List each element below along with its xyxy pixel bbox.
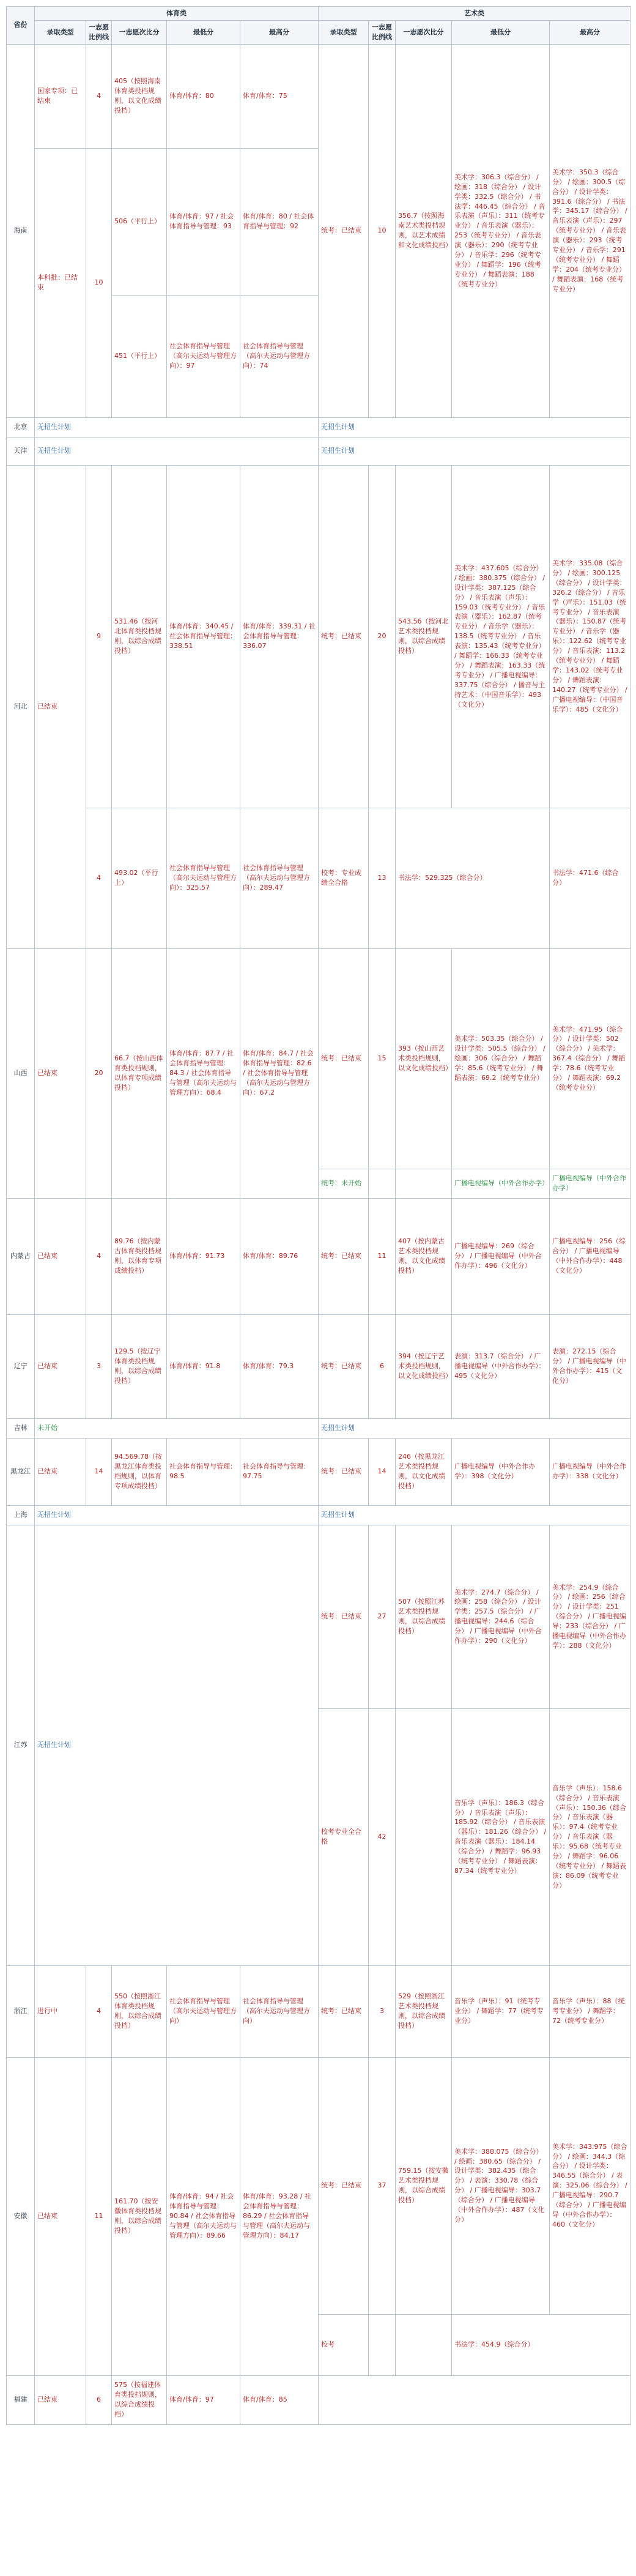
art-max-cell: 书法学：454.9（综合分） bbox=[452, 2314, 630, 2375]
sports-score-cell: 506（平行上） bbox=[112, 148, 167, 295]
art-ratio-cell bbox=[369, 2314, 396, 2375]
sports-score-cell: 493.02（平行上） bbox=[112, 808, 167, 948]
header-art-max: 最高分 bbox=[550, 20, 630, 44]
sports-type-cell: 无招生计划 bbox=[35, 437, 319, 465]
sports-score-cell: 89.76（按内蒙古体育类投档规则，以体育专项成绩投档） bbox=[112, 1198, 167, 1314]
art-type-cell: 统考：已结束 bbox=[319, 1198, 369, 1314]
art-type-cell: 校考：专业成绩全合格 bbox=[319, 808, 369, 948]
art-type-cell: 无招生计划 bbox=[319, 1418, 630, 1438]
table-row bbox=[7, 1314, 630, 1418]
art-min-cell: 音乐学（声乐）：186.3（综合分） / 音乐表演（声乐）：185.92（综合分） / 音乐表演（器乐）：181.26（综合分） / 音乐表演（器乐）：184.14（综合分） / 舞蹈学：96.93（统考专业分） / 舞蹈表演：87.34（统考专业分） bbox=[452, 1708, 550, 1965]
art-score-cell: 407（按内蒙古艺术类投档规则，以文化成绩投档） bbox=[396, 1198, 452, 1314]
art-type-cell: 无招生计划 bbox=[319, 417, 630, 437]
sports-type-cell: 已结束 bbox=[35, 2375, 86, 2424]
sports-ratio-cell: 4 bbox=[86, 1965, 112, 2057]
sports-max-cell: 体育/体育：85 bbox=[240, 2375, 319, 2424]
table-row bbox=[7, 1525, 630, 1708]
sports-type-cell: 已结束 bbox=[35, 465, 86, 948]
sports-score-cell: 550（按照浙江体育类投档规则，以综合成绩投档） bbox=[112, 1965, 167, 2057]
sports-max-cell: 体育/体育：93.28 / 社会体育指导与管理：86.29 / 社会体育指导与管理（高尔夫运动与管理方向）：84.17 bbox=[240, 2057, 319, 2375]
art-max-cell: 美术学：254.9（综合分） / 绘画：256（综合分） / 设计学类：251（综合分） / 广播电视编导：233（综合分） / 广播电视编导（中外合作办学）：288（文化分） bbox=[550, 1525, 630, 1708]
art-type-cell: 统考：已结束 bbox=[319, 44, 369, 417]
art-max-cell: 书法学：471.6（综合分） bbox=[550, 808, 630, 948]
art-max-cell: 美术学：343.975（综合分） / 绘画：344.3（综合分） / 设计学类：346.55（综合分） / 表演：325.06（综合分） / 广播电视编导：290.7（综合分） / 广播电视编导（中外合作办学）：460（文化分） bbox=[550, 2057, 630, 2314]
sports-ratio-cell: 11 bbox=[86, 2057, 112, 2375]
header-art-group: 艺术类 bbox=[319, 7, 630, 21]
header-sports-score: 一志愿次比分 bbox=[112, 20, 167, 44]
art-max-cell: 广播电视编导：256（综合分） / 广播电视编导（中外合作办学）：448（文化分） bbox=[550, 1198, 630, 1314]
sports-max-cell: 体育/体育：80 / 社会体育指导与管理：92 bbox=[240, 148, 319, 295]
sports-min-cell: 社会体育指导与管理（高尔夫运动与管理方向）：325.57 bbox=[167, 808, 240, 948]
art-type-cell: 统考：已结束 bbox=[319, 1525, 369, 1708]
sports-min-cell: 社会体育指导与管理（高尔夫运动与管理方向）：97 bbox=[167, 295, 240, 417]
art-score-cell: 356.7（按照海南艺术类投档规则，以艺术成绩和文化成绩投档） bbox=[396, 44, 452, 417]
sports-ratio-cell: 4 bbox=[86, 44, 112, 148]
province-cell: 海南 bbox=[7, 44, 35, 417]
art-min-cell: 美术学：388.075（综合分） / 绘画：380.65（综合分） / 设计学类：382.435（综合分） / 表演：330.78（综合分） / 广播电视编导：303.7（综合分） / 广播电视编导（中外合作办学）：487（文化分） bbox=[452, 2057, 550, 2314]
header-sports-type: 录取类型 bbox=[35, 20, 86, 44]
table-row bbox=[7, 1438, 630, 1505]
sports-min-cell: 体育/体育：94 / 社会体育指导与管理：90.84 / 社会体育指导与管理（高尔夫运动与管理方向）：89.66 bbox=[167, 2057, 240, 2375]
sports-min-cell: 体育/体育：87.7 / 社会体育指导与管理：84.3 / 社会体育指导与管理（高尔夫运动与管理方向）：68.4 bbox=[167, 948, 240, 1198]
art-max-cell: 广播电视编导（中外合作办学） bbox=[550, 1169, 630, 1198]
art-min-cell: 广播电视编导（中外合作办学）：398（文化分） bbox=[452, 1438, 550, 1505]
sports-score-cell: 94.569.78（按黑龙江体育类投档规则，以体育专项成绩投档） bbox=[112, 1438, 167, 1505]
art-min-cell: 音乐学（声乐）：91（统考专业分） / 舞蹈学：77（统考专业分） bbox=[452, 1965, 550, 2057]
art-ratio-cell: 14 bbox=[369, 1438, 396, 1505]
sports-min-cell: 社会体育指导与管理：98.5 bbox=[167, 1438, 240, 1505]
sports-type-cell: 未开始 bbox=[35, 1418, 319, 1438]
sports-max-cell: 社会体育指导与管理（高尔夫运动与管理方向）：74 bbox=[240, 295, 319, 417]
art-ratio-cell: 10 bbox=[369, 44, 396, 417]
art-type-cell: 统考：已结束 bbox=[319, 2057, 369, 2314]
sports-type-cell: 已结束 bbox=[35, 948, 86, 1198]
province-cell: 福建 bbox=[7, 2375, 35, 2424]
art-ratio-cell: 27 bbox=[369, 1525, 396, 1708]
sports-max-cell: 社会体育指导与管理：97.75 bbox=[240, 1438, 319, 1505]
header-art-score: 一志愿次比分 bbox=[396, 20, 452, 44]
sports-max-cell: 体育/体育：89.76 bbox=[240, 1198, 319, 1314]
sports-ratio-cell: 14 bbox=[86, 1438, 112, 1505]
art-score-cell bbox=[396, 1708, 452, 1965]
sports-type-cell: 进行中 bbox=[35, 1965, 86, 2057]
art-type-cell: 统考：已结束 bbox=[319, 948, 369, 1169]
art-score-cell: 529（按照浙江艺术类投档规则，以综合成绩投档） bbox=[396, 1965, 452, 2057]
province-cell: 河北 bbox=[7, 465, 35, 948]
art-score-cell: 507（按照江苏艺术类投档规则，以综合成绩投档） bbox=[396, 1525, 452, 1708]
sports-score-cell: 66.7（按山西体育类投档规则，以体育专项成绩投档） bbox=[112, 948, 167, 1198]
sports-type-cell: 已结束 bbox=[35, 1314, 86, 1418]
art-ratio-cell: 13 bbox=[369, 808, 396, 948]
sports-score-cell: 575（按福建体育类投档规则，以综合成绩投档） bbox=[112, 2375, 167, 2424]
art-min-cell: 表演：313.7（综合分） / 广播电视编导（中外合作办学）：495（文化分） bbox=[452, 1314, 550, 1418]
art-type-cell: 统考：已结束 bbox=[319, 1314, 369, 1418]
sports-min-cell: 体育/体育：91.73 bbox=[167, 1198, 240, 1314]
province-cell: 黑龙江 bbox=[7, 1438, 35, 1505]
art-type-cell: 统考：已结束 bbox=[319, 1438, 369, 1505]
sports-max-cell: 体育/体育：84.7 / 社会体育指导与管理：82.6 / 社会体育指导与管理（高尔夫运动与管理方向）：67.2 bbox=[240, 948, 319, 1198]
art-score-cell: 394（按辽宁艺术类投档规则，以文化成绩投档） bbox=[396, 1314, 452, 1418]
sports-type-cell: 本科批：已结束 bbox=[35, 148, 86, 417]
art-type-cell: 统考：未开始 bbox=[319, 1169, 369, 1198]
sports-min-cell: 体育/体育：97 bbox=[167, 2375, 240, 2424]
art-max-cell: 广播电视编导（中外合作办学）：338（文化分） bbox=[550, 1438, 630, 1505]
sports-ratio-cell: 4 bbox=[86, 808, 112, 948]
art-score-cell: 759.15（按安徽艺术类投档规则，以综合成绩投档） bbox=[396, 2057, 452, 2314]
province-cell: 山西 bbox=[7, 948, 35, 1198]
art-score-cell bbox=[396, 1169, 452, 1198]
sports-score-cell: 405（按照海南体育类投档规则，以文化成绩投档） bbox=[112, 44, 167, 148]
art-type-cell: 统考：已结束 bbox=[319, 1965, 369, 2057]
header-sports-group: 体育类 bbox=[35, 7, 319, 21]
table-row bbox=[7, 1505, 630, 1525]
art-ratio-cell bbox=[369, 1169, 396, 1198]
art-ratio-cell: 37 bbox=[369, 2057, 396, 2314]
table-row bbox=[7, 948, 630, 1169]
art-ratio-cell: 15 bbox=[369, 948, 396, 1169]
art-min-cell: 美术学：503.35（综合分） / 设计学类：505.5（综合分） / 绘画：306（综合分） / 舞蹈学：85.6（统考专业分） / 舞蹈表演：69.2（统考专业分） bbox=[452, 948, 550, 1169]
sports-type-cell: 已结束 bbox=[35, 1438, 86, 1505]
art-min-cell: 广播电视编导：269（综合分） / 广播电视编导（中外合作办学）：496（文化分） bbox=[452, 1198, 550, 1314]
province-cell: 内蒙古 bbox=[7, 1198, 35, 1314]
header-art-min: 最低分 bbox=[452, 20, 550, 44]
sports-max-cell: 社会体育指导与管理（高尔夫运动与管理方向） bbox=[240, 1965, 319, 2057]
sports-min-cell: 体育/体育：340.45 / 社会体育指导与管理：338.51 bbox=[167, 465, 240, 808]
art-ratio-cell: 6 bbox=[369, 1314, 396, 1418]
art-ratio-cell: 3 bbox=[369, 1965, 396, 2057]
sports-ratio-cell: 3 bbox=[86, 1314, 112, 1418]
table-row bbox=[7, 2057, 630, 2314]
sports-max-cell: 社会体育指导与管理（高尔夫运动与管理方向）：289.47 bbox=[240, 808, 319, 948]
art-ratio-cell: 42 bbox=[369, 1708, 396, 1965]
province-cell: 上海 bbox=[7, 1505, 35, 1525]
art-score-cell bbox=[396, 2314, 452, 2375]
sports-ratio-cell: 4 bbox=[86, 1198, 112, 1314]
province-cell: 北京 bbox=[7, 417, 35, 437]
table-row bbox=[7, 44, 630, 148]
province-cell: 天津 bbox=[7, 437, 35, 465]
art-type-cell: 无招生计划 bbox=[319, 1505, 630, 1525]
sports-type-cell: 无招生计划 bbox=[35, 417, 319, 437]
province-cell: 江苏 bbox=[7, 1525, 35, 1965]
table-row bbox=[7, 808, 630, 948]
table-row bbox=[7, 1965, 630, 2057]
header-sports-min: 最低分 bbox=[167, 20, 240, 44]
sports-type-cell: 无招生计划 bbox=[35, 1525, 319, 1965]
sports-type-cell: 已结束 bbox=[35, 1198, 86, 1314]
table-row bbox=[7, 1198, 630, 1314]
province-cell: 浙江 bbox=[7, 1965, 35, 2057]
table-row bbox=[7, 437, 630, 465]
art-min-cell: 广播电视编导（中外合作办学） bbox=[452, 1169, 550, 1198]
art-max-cell: 美术学：471.95（综合分） / 设计学类：502（综合分） / 美术学：367.4（综合分） / 舞蹈学：78.6（统考专业分） / 舞蹈表演：69.2（统考专业分） bbox=[550, 948, 630, 1169]
header-province: 省份 bbox=[7, 7, 35, 45]
sports-score-cell: 129.5（按辽宁体育类投档规则，以综合成绩投档） bbox=[112, 1314, 167, 1418]
sports-score-cell: 161.70（按安徽体育类投档规则，以综合成绩投档） bbox=[112, 2057, 167, 2375]
art-ratio-cell: 11 bbox=[369, 1198, 396, 1314]
header-art-ratio: 一志愿比例线 bbox=[369, 20, 396, 44]
art-score-cell: 543.56（按河北艺术类投档规则，以综合成绩投档） bbox=[396, 465, 452, 808]
sports-score-cell: 451（平行上） bbox=[112, 295, 167, 417]
admission-table bbox=[6, 6, 630, 2425]
table-row bbox=[7, 465, 630, 808]
sports-type-cell: 无招生计划 bbox=[35, 1505, 319, 1525]
art-type-cell: 校考 bbox=[319, 2314, 369, 2375]
sports-min-cell: 体育/体育：80 bbox=[167, 44, 240, 148]
sports-min-cell: 社会体育指导与管理（高尔夫运动与管理方向） bbox=[167, 1965, 240, 2057]
art-type-cell: 无招生计划 bbox=[319, 437, 630, 465]
header-sports-max: 最高分 bbox=[240, 20, 319, 44]
sports-max-cell: 体育/体育：339.31 / 社会体育指导与管理：336.07 bbox=[240, 465, 319, 808]
sports-type-cell: 国家专项：已结束 bbox=[35, 44, 86, 148]
art-min-cell: 书法学：529.325（综合分） bbox=[396, 808, 550, 948]
art-min-cell: 美术学：306.3（综合分） / 绘画：318（综合分） / 设计学类：332.5（综合分） / 书法学：446.45（综合分） / 音乐表演（声乐）：311（统考专业分） / 音乐表演（器乐）：253（统考专业分） / 音乐表演（器乐）：290（统考专业分） / 音乐学：296（统考专业分） / 舞蹈学：196（统考专业分） / 舞蹈表演：188（统考专业分） bbox=[452, 44, 550, 417]
table-row bbox=[7, 2375, 630, 2424]
province-cell: 辽宁 bbox=[7, 1314, 35, 1418]
art-score-cell: 246（按黑龙江艺术类投档规则，以文化成绩投档） bbox=[396, 1438, 452, 1505]
header-sports-ratio: 一志愿比例线 bbox=[86, 20, 112, 44]
art-type-cell: 统考：已结束 bbox=[319, 465, 369, 808]
art-ratio-cell: 20 bbox=[369, 465, 396, 808]
art-type-cell bbox=[319, 2375, 630, 2424]
art-score-cell: 393（按山西艺术类投档规则，以文化成绩投档） bbox=[396, 948, 452, 1169]
sports-score-cell: 531.46（按河北体育类投档规则，以综合成绩投档） bbox=[112, 465, 167, 808]
art-type-cell: 校考专业全合格 bbox=[319, 1708, 369, 1965]
sports-ratio-cell: 6 bbox=[86, 2375, 112, 2424]
sports-max-cell: 体育/体育：75 bbox=[240, 44, 319, 148]
art-max-cell: 美术学：350.3（综合分） / 绘画：300.5（综合分） / 设计学类：391.6（综合分） / 书法学：345.17（综合分） / 音乐表演（声乐）：297（统考专业分） / 音乐表演（器乐）：293（统考专业分） / 音乐学：291（统考专业分） / 舞蹈学：204（统考专业分） / 舞蹈表演：168（统考专业分） bbox=[550, 44, 630, 417]
header-art-type: 录取类型 bbox=[319, 20, 369, 44]
art-min-cell: 美术学：437.605（综合分） / 绘画：380.375（综合分） / 设计学类：387.125（综合分） / 音乐表演（声乐）：159.03（统考专业分） / 音乐表演（器乐）：162.87（统考专业分） / 音乐学（器乐）：138.5（统考专业分） / 音乐表演：135.43（统考专业分） / 舞蹈学：166.33（统考专业分） / 舞蹈表演：163.33（统考专业分） / 广播电视编导：337.75（综合分） / 播音与主持艺术：（中国音乐学）：493（文化分） bbox=[452, 465, 550, 808]
art-max-cell: 音乐学（声乐）：88（统考专业分） / 舞蹈学：72（统考专业分） bbox=[550, 1965, 630, 2057]
sports-ratio-cell: 20 bbox=[86, 948, 112, 1198]
art-max-cell: 美术学：335.08（综合分） / 绘画：300.125（综合分） / 设计学类：326.2（综合分） / 音乐学（声乐）：151.03（统考专业分） / 音乐表演（器乐）：150.87（统考专业分） / 音乐学（器乐）：122.62（统考专业分） / 音乐表演：113.2（统考专业分） / 舞蹈学：143.02（统考专业分） / 舞蹈表演：140.27（统考专业分） / 广播电视编导：（中国音乐学）：485（文化分） bbox=[550, 465, 630, 808]
art-max-cell: 音乐学（声乐）：158.6（综合分） / 音乐表演（声乐）：150.36（综合分） / 音乐表演（器乐）：97.4（统考专业分） / 音乐表演（器乐）：95.68（统考专业分） / 舞蹈学：96.06（统考专业分） / 舞蹈表演：86.09（统考专业分） bbox=[550, 1708, 630, 1965]
sports-min-cell: 体育/体育：97 / 社会体育指导与管理：93 bbox=[167, 148, 240, 295]
art-min-cell: 美术学：274.7（综合分） / 绘画：258（综合分） / 设计学类：257.5（综合分） / 广播电视编导：244.6（综合分） / 广播电视编导（中外合作办学）：290（文化分） bbox=[452, 1525, 550, 1708]
sports-ratio-cell: 10 bbox=[86, 148, 112, 417]
sports-max-cell: 体育/体育：79.3 bbox=[240, 1314, 319, 1418]
province-cell: 吉林 bbox=[7, 1418, 35, 1438]
art-max-cell: 表演：272.15（综合分） / 广播电视编导（中外合作办学）：415（文化分） bbox=[550, 1314, 630, 1418]
sports-ratio-cell: 9 bbox=[86, 465, 112, 808]
sports-min-cell: 体育/体育：91.8 bbox=[167, 1314, 240, 1418]
sports-type-cell: 已结束 bbox=[35, 2057, 86, 2375]
table-row bbox=[7, 1418, 630, 1438]
province-cell: 安徽 bbox=[7, 2057, 35, 2375]
table-row bbox=[7, 417, 630, 437]
